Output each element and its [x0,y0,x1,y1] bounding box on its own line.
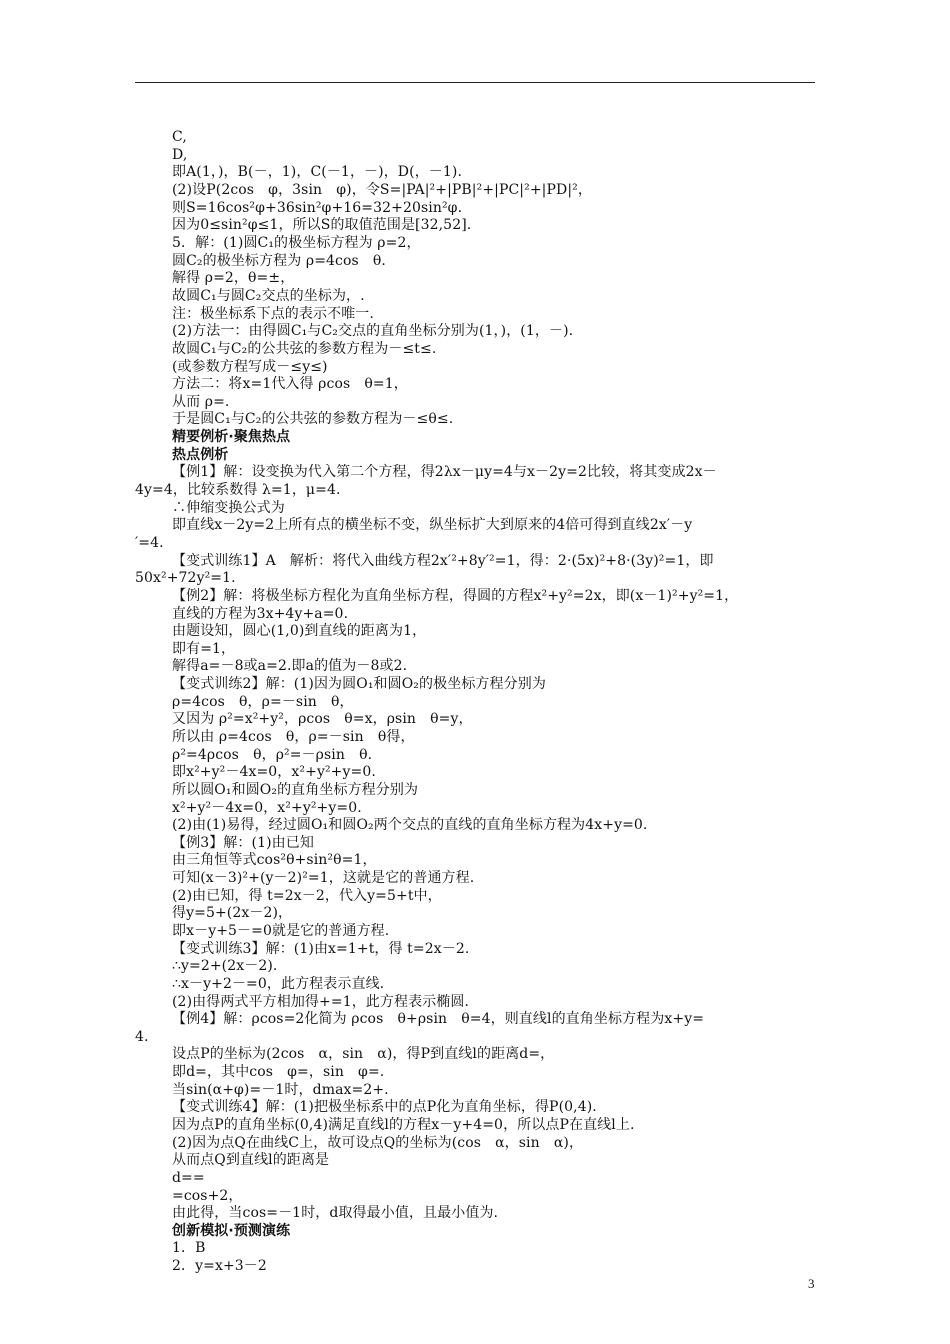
text-line: 【例2】解：将极坐标方程化为直角坐标方程，得圆的方程x²+y²=2x，即(x－1)²+y²=1， [172,588,739,604]
section-heading: 热点例析 [172,447,229,463]
text-line: 可知(x－3)²+(y－2)²=1，这就是它的普通方程. [172,870,475,886]
text-line: 即有=1， [172,641,236,657]
text-line: (2)由已知，得 t=2x－2，代入y=5+t中， [172,888,442,904]
text-line: (或参数方程写成－≤y≤) [172,359,328,375]
text-line: 解得 ρ=2，θ=±， [172,270,295,286]
text-line: 由三角恒等式cos²θ+sin²θ=1， [172,852,377,868]
text-line: (2)方法一：由得圆C₁与C₂交点的直角坐标分别为(1，)，(1，－). [172,323,574,339]
text-line: ρ²=4ρcos θ，ρ²=－ρsin θ. [172,747,373,763]
text-line: 所以圆O₁和圆O₂的直角坐标方程分别为 [172,782,419,798]
text-line: (2)因为点Q在曲线C上，故可设点Q的坐标为(cos α，sin α)， [172,1135,584,1151]
text-line: ∴伸缩变换公式为 [172,500,285,516]
text-line: ′=4. [135,535,164,551]
text-line: D, [172,147,188,163]
text-line: 从而点Q到直线l的距离是 [172,1152,330,1168]
page-number: 3 [808,1276,815,1291]
text-line: (2)设P(2cos φ，3sin φ)，令S=|PA|²+|PB|²+|PC|²+|PD|²， [172,182,592,198]
text-line: 方法二：将x=1代入得 ρcos θ=1， [172,376,408,392]
text-line: =cos+2， [172,1188,243,1204]
text-line: 【变式训练4】解：(1)把极坐标系中的点P化为直角坐标，得P(0,4). [172,1099,597,1115]
text-line: 即x－y+5－=0就是它的普通方程. [172,923,390,939]
text-line: 【例3】解：(1)由已知 [172,835,314,851]
text-line: 直线的方程为3x+4y+a=0. [172,606,349,622]
text-line: ρ=4cos θ，ρ=－sin θ， [172,694,354,710]
text-line: 从而 ρ=. [172,394,230,410]
text-line: 即d=，其中cos φ=，sin φ=. [172,1064,385,1080]
text-line: 故圆C₁与C₂的公共弦的参数方程为－≤t≤. [172,341,437,357]
text-line: 1．B [172,1240,206,1256]
text-line: 即A(1，)，B(－，1)，C(－1，－)，D(，－1). [172,164,463,180]
text-line: 所以由 ρ=4cos θ，ρ=－sin θ得， [172,729,415,745]
text-line: (2)由(1)易得，经过圆O₁和圆O₂两个交点的直线的直角坐标方程为4x+y=0. [172,817,648,833]
text-line: 50x²+72y²=1. [135,570,236,586]
text-line: 当sin(α+φ)=－1时，dmax=2+. [172,1082,389,1098]
section-heading: 创新模拟·预测演练 [172,1223,291,1239]
text-line: ∴y=2+(2x－2). [172,958,278,974]
text-line: 【变式训练3】解：(1)由x=1+t，得 t=2x－2. [172,941,470,957]
text-line: (2)由得两式平方相加得+=1，此方程表示椭圆. [172,994,470,1010]
text-line: 【例1】解：设变换为代入第二个方程，得2λx－μy=4与x－2y=2比较，将其变成2x－ [172,464,717,480]
text-line: C, [172,129,187,145]
text-line: d== [172,1170,205,1186]
text-line: 即x²+y²－4x=0，x²+y²+y=0. [172,764,376,780]
text-line: 得y=5+(2x－2)， [172,905,293,921]
text-line: 解得a=－8或a=2.即a的值为－8或2. [172,658,408,674]
text-line: x²+y²－4x=0，x²+y²+y=0. [172,800,362,816]
text-line: 4y=4，比较系数得 λ=1，μ=4. [135,482,341,498]
text-line: 即直线x－2y=2上所有点的横坐标不变，纵坐标扩大到原来的4倍可得到直线2x′－y [172,517,693,533]
text-line: 于是圆C₁与C₂的公共弦的参数方程为－≤θ≤. [172,411,454,427]
text-line: 圆C₂的极坐标方程为 ρ=4cos θ. [172,253,386,269]
text-line: 则S=16cos²φ+36sin²φ+16=32+20sin²φ. [172,200,463,216]
text-line: 又因为 ρ²=x²+y²，ρcos θ=x，ρsin θ=y， [172,711,473,727]
text-line: 设点P的坐标为(2cos α，sin α)，得P到直线l的距离d=， [172,1046,555,1062]
text-line: 【变式训练2】解：(1)因为圆O₁和圆O₂的极坐标方程分别为 [172,676,546,692]
text-line: 2．y=x+3－2 [172,1258,267,1274]
text-line: 4. [135,1029,149,1045]
text-line: 因为0≤sin²φ≤1，所以S的取值范围是[32,52]. [172,217,472,233]
text-line: 注：极坐标系下点的表示不唯一. [172,306,374,322]
text-line: 由题设知，圆心(1,0)到直线的距离为1， [172,623,427,639]
section-heading: 精要例析·聚焦热点 [172,429,291,445]
text-line: 【例4】解：ρcos=2化简为 ρcos θ+ρsin θ=4，则直线l的直角坐标方程为x+y= [172,1011,705,1027]
text-line: 故圆C₁与圆C₂交点的坐标为，. [172,288,365,304]
text-line: 由此得，当cos=－1时，d取得最小值，且最小值为. [172,1205,499,1221]
text-line: ∴x－y+2－=0，此方程表示直线. [172,976,385,992]
text-line: 【变式训练1】A 解析：将代入曲线方程2x′²+8y′²=1，得：2·(5x)²+8·(3y)²=1，即 [172,553,714,569]
text-line: 5．解：(1)圆C₁的极坐标方程为 ρ=2， [172,235,421,251]
header-rule [135,82,815,83]
text-line: 因为点P的直角坐标(0,4)满足直线l的方程x－y+4=0，所以点P在直线l上. [172,1117,635,1133]
